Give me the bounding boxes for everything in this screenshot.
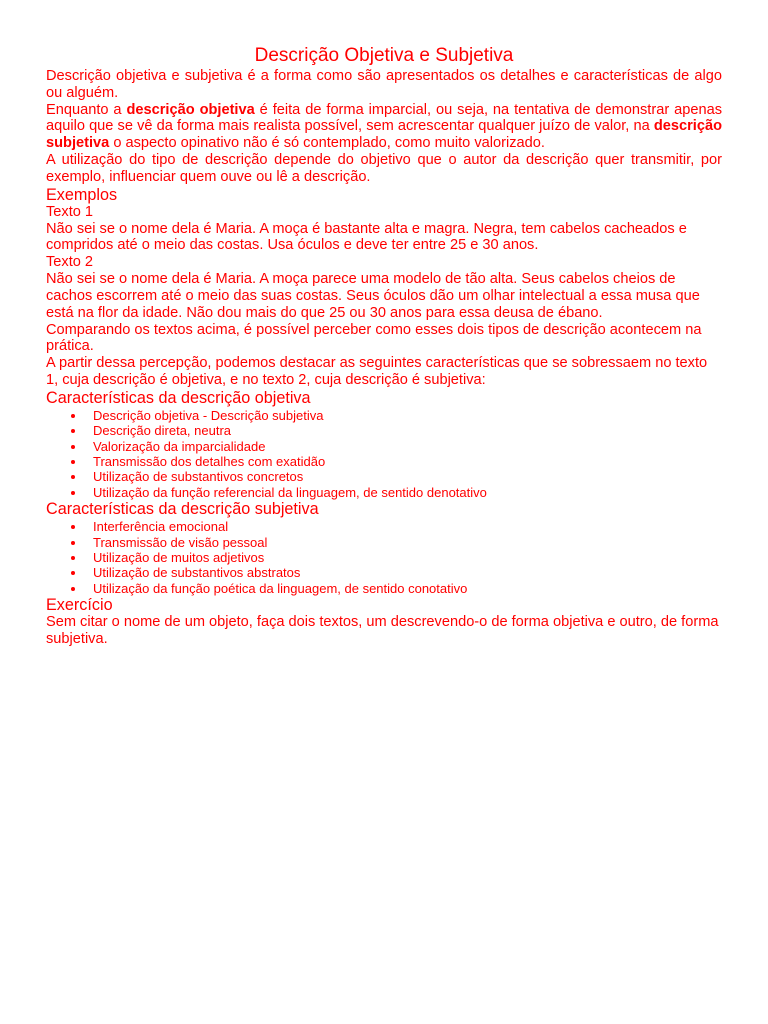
bold-descricao-objetiva: descrição objetiva: [126, 101, 255, 118]
document-page: [46, 40, 722, 648]
list-item-text: Interferência emocional: [93, 519, 229, 535]
exercicio-heading: Exercício: [46, 596, 113, 615]
texto1-label: Texto 1: [46, 203, 94, 220]
definition-paragraph: [46, 102, 722, 152]
list-item: [93, 485, 722, 500]
texto1-paragraph: Não sei se o nome dela é Maria. A moça é bastante alta e magra. Negra, tem cabelos cacheados e compridos até o meio das costas. Usa óculos e deve ter entre 25 e 30 anos.: [46, 220, 687, 254]
definition-text-3: o aspecto opinativo não é só contemplado, como muito valorizado.: [109, 135, 545, 152]
list-item: [93, 581, 722, 596]
exercicio-paragraph: Sem citar o nome de um objeto, faça dois textos, um descrevendo-o de forma objetiva e outro, de forma subjetiva.: [46, 614, 719, 648]
usage-paragraph: A utilização do tipo de descrição depende do objetivo que o autor da descrição quer transmitir, por exemplo, influenciar quem ouve ou lê a descrição.: [46, 151, 722, 185]
bullet-icon: [71, 556, 75, 560]
apartir-paragraph: A partir dessa percepção, podemos destacar as seguintes características que se sobressaem no texto 1, cuja descrição é objetiva, e no texto 2, cuja descrição é subjetiva:: [46, 355, 708, 388]
list-item: [93, 439, 722, 454]
bullet-icon: [71, 460, 75, 464]
list-item: [93, 550, 722, 565]
definition-text-1: Enquanto a: [46, 101, 127, 118]
list-item: [93, 454, 722, 469]
intro-paragraph: Descrição objetiva e subjetiva é a forma como são apresentados os detalhes e características de algo ou alguém.: [46, 68, 722, 101]
bullet-icon: [71, 491, 75, 495]
comparando-paragraph: Comparando os textos acima, é possível perceber como esses dois tipos de descrição acontecem na prática.: [46, 321, 702, 355]
bullet-icon: [71, 541, 75, 545]
definition-text-2: é feita de forma imparcial, ou seja, na tentativa de demonstrar apenas aquilo que se vê da forma mais realista possível, sem acrescentar qualquer juízo de valor, na: [46, 101, 722, 135]
objective-characteristics-list: [46, 408, 722, 500]
list-item-text: Utilização da função referencial da linguagem, de sentido denotativo: [93, 484, 487, 500]
list-item-text: Descrição objetiva - Descrição subjetiva: [93, 407, 324, 423]
bullet-icon: [71, 525, 75, 529]
bullet-icon: [71, 429, 75, 433]
list-item-text: Utilização da função poética da linguagem, de sentido conotativo: [93, 580, 468, 596]
bullet-icon: [71, 587, 75, 591]
list-item-text: Descrição direta, neutra: [93, 423, 232, 439]
list-item-text: Utilização de substantivos concretos: [93, 469, 304, 485]
bullet-icon: [71, 475, 75, 479]
list-item-text: Utilização de substantivos abstratos: [93, 565, 301, 581]
texto2-label: Texto 2: [46, 254, 94, 271]
page-title: Descrição Objetiva e Subjetiva: [254, 45, 514, 66]
objective-characteristics-heading: Características da descrição objetiva: [46, 388, 311, 407]
texto2-paragraph: Não sei se o nome dela é Maria. A moça parece uma modelo de tão alta. Seus cabelos cheios de cachos escorrem até o meio das suas costas. Seus óculos dão um olhar intelectual a essa musa que está na flor da idade. Não dou mais do que 25 ou 30 anos para essa deusa de ébano.: [46, 271, 700, 321]
subjective-characteristics-heading: Características da descrição subjetiva: [46, 500, 319, 519]
list-item: [93, 565, 722, 580]
list-item: [93, 423, 722, 438]
subjective-characteristics-list: [46, 519, 722, 596]
bold-descricao-subjetiva: descrição subjetiva: [46, 118, 722, 152]
list-item-text: Valorização da imparcialidade: [93, 438, 266, 454]
list-item: [93, 469, 722, 484]
list-item-text: Transmissão de visão pessoal: [93, 534, 268, 550]
bullet-icon: [71, 414, 75, 418]
exemplos-heading: Exemplos: [46, 185, 118, 204]
list-item: [93, 535, 722, 550]
list-item: [93, 408, 722, 423]
list-item-text: Transmissão dos detalhes com exatidão: [93, 453, 326, 469]
list-item: [93, 519, 722, 534]
bullet-icon: [71, 571, 75, 575]
list-item-text: Utilização de muitos adjetivos: [93, 550, 265, 565]
bullet-icon: [71, 445, 75, 449]
